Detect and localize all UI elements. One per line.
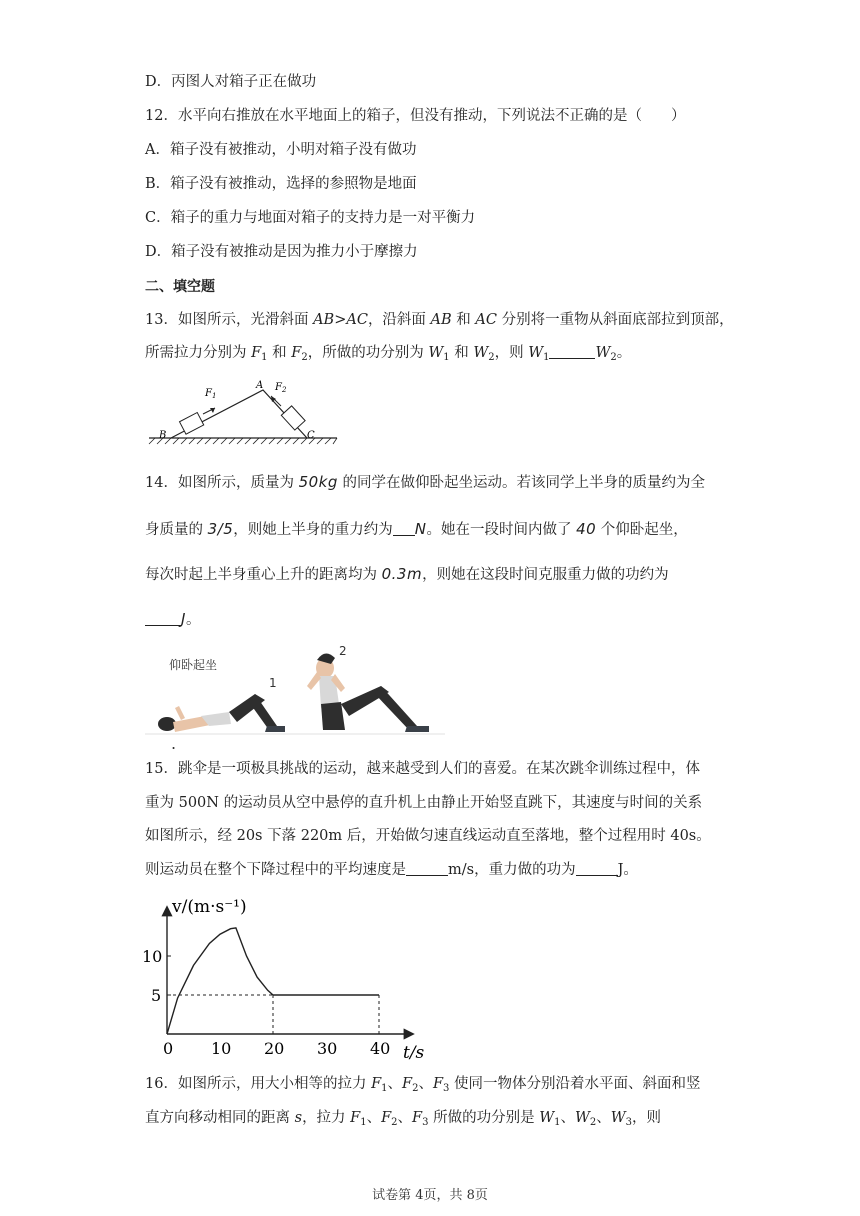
q14-line3: 每次时起上半身重心上升的距离均为 0.3m，则她在这段时间克服重力做的功约为 [145,565,669,583]
x-axis-label: t/s [403,1043,425,1063]
q14-line4: J。 [145,609,200,630]
q13-line1: 13．如图所示，光滑斜面 AB>AC，沿斜面 AB 和 AC 分别将一重物从斜面底部拉到顶部， [145,312,734,328]
y-tick-label: 10 [142,947,163,966]
answer-blank[interactable] [393,521,415,536]
q15-line4: 则运动员在整个下降过程中的平均速度是 m/s，重力做的功为 J。 [145,862,638,878]
q12-option-a: A．箱子没有被推动，小明对箱子没有做功 [145,142,417,158]
q16-line1: 16．如图所示，用大小相等的拉力 $F_1$、$F_2$、$F_3$ 使同一物体分别沿着水平面、斜面和竖 [145,1076,701,1094]
page-footer: 试卷第 4页，共 8页 [372,1188,488,1203]
q12-option-c: C．箱子的重力与地面对箱子的支持力是一对平衡力 [145,210,476,226]
y-tick-label: 5 [151,986,162,1005]
x-tick-label: 10 [211,1039,232,1058]
q16-line2: 直方向移动相同的距离 s，拉力 $F_1$、$F_2$、$F_3$ 所做的功分别是 $W_1$、$W_2$、$W_3$，则 [145,1110,662,1128]
label-F1: $F_1$ [205,388,217,400]
pose-1-number: 1 [269,676,277,690]
answer-blank[interactable] [145,611,181,626]
photo-caption: 仰卧起坐 [169,658,218,672]
answer-blank[interactable] [576,861,618,876]
q12-option-b: B．箱子没有被推动，选择的参照物是地面 [145,176,417,192]
velocity-curve [167,928,379,1034]
y-axis-label: v/(m·s⁻¹) [172,897,247,917]
label-C: C [307,430,315,441]
pose-2-number: 2 [339,644,347,658]
x-tick-label: 0 [163,1039,174,1058]
answer-blank[interactable] [549,344,595,359]
label-A: A [256,380,264,391]
q15-line3: 如图所示，经 20s 下落 220m 后，开始做匀速直线运动直至落地，整个过程用时 40s。 [145,828,711,844]
answer-blank[interactable] [406,861,448,876]
q12-option-d: D．箱子没有被推动是因为推力小于摩擦力 [145,244,418,260]
q15-line2: 重为 500N 的运动员从空中悬停的直升机上由静止开始竖直跳下，其速度与时间的关系 [145,795,703,811]
q13-line2: 所需拉力分别为 $F_1$ 和 $F_2$，所做的功分别为 $W_1$ 和 $W_2$，则 $W_1$ $W_2$。 [145,345,632,363]
q12-stem: 12．水平向右推放在水平地面上的箱子，但没有推动，下列说法不正确的是（ ） [145,108,686,124]
q15-line1: 15．跳伞是一项极具挑战的运动，越来越受到人们的喜爱。在某次跳伞训练过程中，体 [145,761,700,777]
q14-line2: 身质量的 3/5，则她上半身的重力约为 N。她在一段时间内做了 40 个仰卧起坐， [145,520,688,538]
dot-mark: . [171,734,177,753]
x-tick-label: 40 [370,1039,391,1058]
q11-option-d: D．丙图人对箱子正在做功 [145,74,317,90]
section-title: 二、填空题 [145,279,215,295]
label-F2: $F_2$ [275,382,287,394]
q14-line1: 14．如图所示，质量为 50kg 的同学在做仰卧起坐运动。若该同学上半身的质量约为全 [145,473,705,491]
x-tick-label: 20 [264,1039,285,1058]
label-B: B [159,430,167,441]
situp-photo [145,642,445,752]
x-tick-label: 30 [317,1039,338,1058]
velocity-time-chart [140,892,430,1064]
incline-diagram [145,378,345,448]
